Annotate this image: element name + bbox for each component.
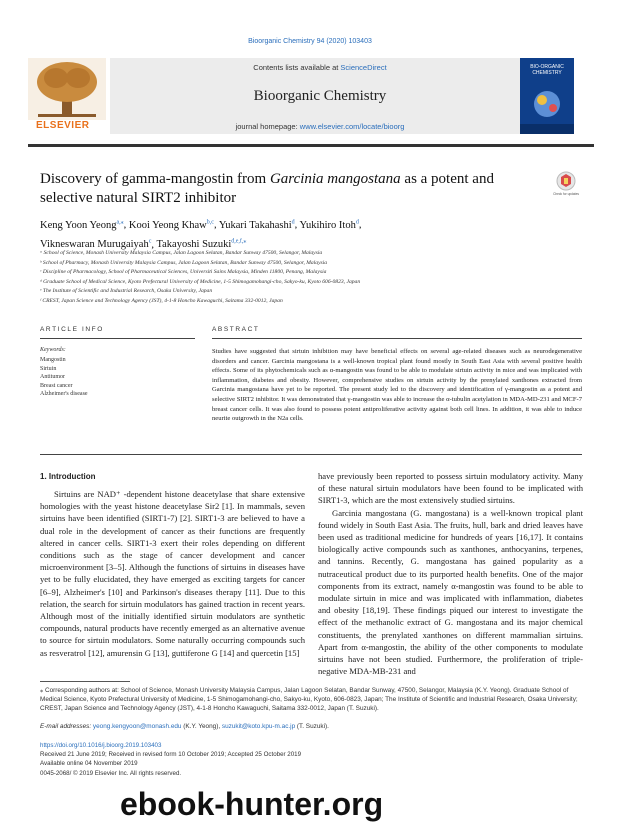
journal-name: Bioorganic Chemistry	[253, 88, 387, 104]
article-info-heading: ARTICLE INFO	[40, 326, 104, 333]
affiliation: ᵇ School of Pharmacy, Monash University Malaysia Campus, Jalan Lagoon Selatan, Bandar Sunway 47500, Selangor, Malaysia	[40, 259, 328, 266]
intro-paragraph-2: Garcinia mangostana (G. mangostana) is a well-known tropical plant found widely in South East Asia. The fruits, hull, bark and dried leaves have been used as traditional medicine for hundreds of years [16,17]. It contains biologically active compounds such as xanthones, anthocyanins, terpenes, and tannins. Recently, G. mangostana has gained popularity as a nutraceutical product due to its purported health benefits. One of the major components from its extract, namely α-mangostin was found to be able to modulate sirtuin in mice and was implicated with inflammation, diabetes and obesity [18,19]. These findings piqued our interest to investigate the effect of the methanolic extract of G. mangostana and its major chemical constituents, the prenylated xanthones on different mammalian sirtuins. Apart from α-mangostin, the ability of the other components to modulate sirtuins have not been studied. Furthermore, the proliferation of triple-negative MDA-MB-231 and	[318, 507, 583, 677]
keywords-label: Keywords:	[40, 347, 66, 353]
received-dates: Received 21 June 2019; Received in revised form 10 October 2019; Accepted 25 October 2019	[40, 751, 302, 759]
email-label: E-mail addresses:	[40, 723, 93, 730]
keyword: Mangostin	[40, 357, 66, 363]
elsevier-tree-icon	[28, 58, 106, 120]
keyword: Alzheimer's disease	[40, 391, 88, 398]
contents-line	[110, 63, 530, 72]
email-link-suzuki[interactable]: suzukit@koto.kpu-m.ac.jp	[221, 723, 296, 730]
affiliation: ᶜ Discipline of Pharmacology, School of Pharmaceutical Sciences, Universiti Sains Malaysia, Minden 11800, Penang, Malaysia	[40, 269, 327, 276]
header-rule	[28, 144, 594, 147]
doi-link[interactable]: https://doi.org/10.1016/j.bioorg.2019.103403	[40, 742, 162, 749]
body-column-left	[40, 488, 305, 659]
email-link-yeong[interactable]: yeong.kengyoon@monash.edu	[92, 723, 182, 730]
body-column-right	[318, 470, 583, 677]
journal-homepage	[110, 122, 530, 131]
keyword: Breast cancer	[40, 382, 73, 389]
abstract-text: Studies have suggested that sirtuin inhibition may have beneficial effects on several age-related diseases such as neurodegenerative disorders and cancer. Garcinia mangostana is a well-known tropical plant found mostly in South East Asia with several positive health effects. Some of its phytochemicals such as α-mangostin was found to be able to modulate sirtuin activity in mice and was implicated with inflammation, diabetes and obesity. However, comprehensive studies on sirtuin activity by the prenylated xanthones extracted from Garcinia mangostana have yet to be reported. The present study led to the discovery and identification of γ-mangostin as a potent and selective SIRT2 inhibitor. It was demonstrated that γ-mangostin was able to increase the α-tubulin acetylation in MDA-MD-231 and MCF-7 breast cancer cells. It was also found to possess potent antiproliferative activity against both cell lines. In addition, it was able to induce neurite outgrowth in the N2a cells.	[212, 348, 582, 423]
affiliation: ᵉ The Institute of Scientific and Industrial Research, Osaka University, Japan	[40, 288, 213, 295]
author[interactable]: Yukihiro Itoh$^d$	[299, 219, 359, 231]
article-info-rule	[40, 338, 195, 339]
keyword-list	[40, 356, 88, 399]
copyright: 0045-2068/ © 2019 Elsevier Inc. All rights reserved.	[40, 769, 182, 777]
intro-paragraph-1: Sirtuins are NAD⁺ -dependent histone deacetylase that share extensive homologies with the yeast histone deacetylase Sir2 [1]. In mammals, seven sirtuins have been identified (SIRT1-7) [2]. SIRT1-3 are believed to have a dual role in the development of cancer as their functions are frequently altered in cancer cells. SIRT1-3 exert their roles depending on different conditions such as the stage of cancer development and cancer microenvironment [3–5]. Although the functions of sirtuins in diseases have yet to be fully elucidated, they have emerged as exciting targets for cancer [6–9], Alzheimer's [10] and Parkinson's diseases therapy [11]. Due to this relation, the search for sirtuin modulators has gained traction in recent years. Although most of the initially identified sirtuin modulators are synthetic compounds, natural products have recently emerged as an alternative avenue to source for sirtuin modulators. Some naturally occurring compounds such as resveratrol [12], amurensin G [13], guttiferone G [14] and quercetin [15]	[40, 489, 305, 658]
author[interactable]: Kooi Yeong Khaw$^{b,c}$	[128, 219, 214, 231]
keyword: Sirtuin	[40, 365, 57, 372]
affiliation: ᶠ CREST, Japan Science and Technology Agency (JST), 4-1-8 Honcho Kawaguchi, Saitama 332-0012, Japan	[40, 297, 283, 304]
check-for-updates-badge[interactable]	[553, 170, 579, 200]
watermark-text: ebook-hunter.org	[120, 786, 384, 822]
author[interactable]: Takayoshi Suzuki$^{d,e,f,⁎}$	[156, 238, 247, 250]
available-online: Available online 04 November 2019	[40, 760, 138, 768]
author[interactable]: Vikneswaran Murugaiyah$^c$	[40, 238, 152, 250]
author-list: Keng Yoon Yeong$^{a,⁎}$, Kooi Yeong Khaw$^{b,c}$, Yukari Takahashi$^d$, Yukihiro Itoh$^d$, Vikneswaran Murugaiyah$^c$, Takayoshi Suzuki$^{d,e,f,⁎}$	[40, 219, 362, 250]
homepage-link[interactable]: www.elsevier.com/locate/bioorg	[299, 122, 405, 131]
affiliation: ᵃ School of Science, Monash University Malaysia Campus, Jalan Lagoon Selatan, Bandar Sunway 47500, Selangor, Malaysia	[40, 250, 323, 256]
homepage-prefix: journal homepage:	[235, 122, 300, 131]
abstract-heading: ABSTRACT	[212, 326, 260, 333]
corresponding-author-note: ⁎ Corresponding authors at: School of Science, Monash University Malaysia Campus, Jalan Lagoon Selatan, Bandar Sunway, 47500, Selangor, Malaysia (K.Y. Yeong). Graduate School of Medical Science, Kyoto Prefectural University of Medicine, 1-5 Shimogamohangi-cho, Sakyo-ku, Kyoto, 606-0823, Japan; The Institute of Scientific and Industrial Research, Osaka University; CREST, Japan Science and Technology Agency (JST), 4-1-8 Honcho Kawaguchi, Saitama 332-0012, Japan (T. Suzuki).	[40, 687, 578, 713]
publication-info	[40, 741, 440, 778]
title-part-2: as a potent and selective natural SIRT2 inhibitor	[40, 171, 494, 206]
email-addresses: E-mail addresses: yeong.kengyoon@monash.edu (K.Y. Yeong), suzukit@koto.kpu-m.ac.jp (T. Suzuki).	[40, 723, 329, 730]
introduction-heading: 1. Introduction	[40, 472, 96, 481]
check-for-updates-icon	[553, 170, 579, 200]
author[interactable]: Yukari Takahashi$^d$	[218, 219, 295, 231]
cover-art-icon	[520, 58, 574, 134]
journal-reference[interactable]: Bioorganic Chemistry 94 (2020) 103403	[248, 38, 372, 45]
abstract-bottom-rule	[40, 454, 582, 455]
elsevier-logo[interactable]	[28, 58, 106, 134]
affiliation-list	[40, 249, 580, 307]
journal-cover[interactable]	[520, 58, 574, 134]
intro-paragraph-1-cont: have previously been reported to possess sirtuin modulatory activity. Many of these natural sirtuin modulators have been found to be implicated with SIRT1-3, which are the most extensively studied sirtuins.	[318, 471, 583, 506]
cover-title: BIO-ORGANIC CHEMISTRY	[530, 64, 564, 76]
contents-prefix: Contents lists available at	[253, 63, 341, 72]
publisher-name: ELSEVIER	[36, 120, 90, 131]
footnote-rule	[40, 681, 130, 682]
journal-header	[28, 58, 594, 146]
sciencedirect-link[interactable]: ScienceDirect	[340, 63, 387, 72]
affiliation: ᵈ Graduate School of Medical Science, Kyoto Prefectural University of Medicine, 1-5 Shimogamohangi-cho, Sakyo-ku, Kyoto 606-0823, Japan	[40, 278, 361, 285]
keyword: Antitumor	[40, 374, 65, 381]
author[interactable]: Keng Yoon Yeong$^{a,⁎}$	[40, 219, 124, 231]
title-species: Garcinia mangostana	[269, 171, 401, 187]
title-part-1: Discovery of gamma-mangostin from	[40, 171, 270, 187]
check-badge-label: Check for updates	[553, 192, 579, 196]
article-title	[40, 170, 510, 208]
abstract-rule	[212, 338, 582, 339]
